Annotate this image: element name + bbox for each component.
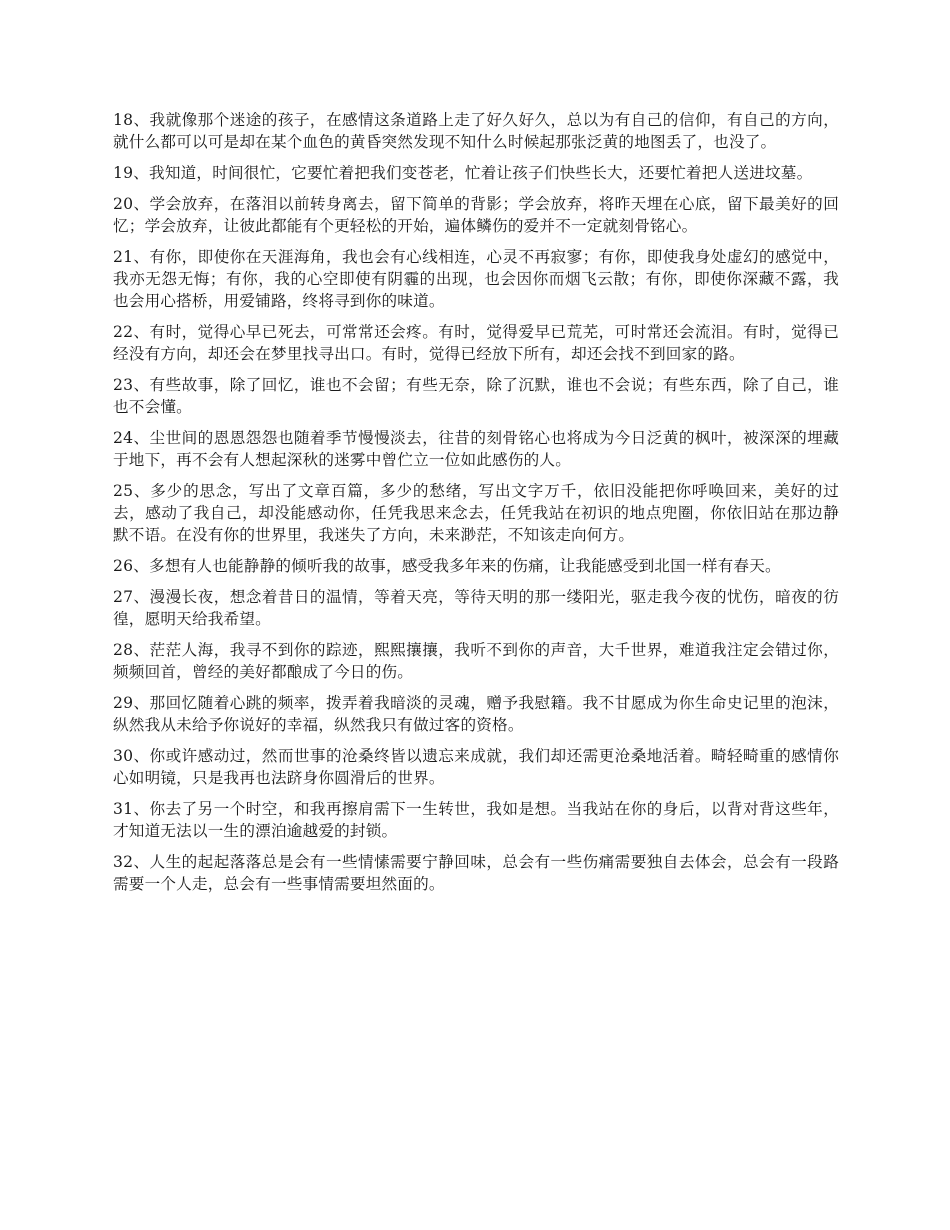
paragraph-29: 29、那回忆随着心跳的频率，拨弄着我暗淡的灵魂，赠予我慰籍。我不甘愿成为你生命史记里的泡沫，纵然我从未给予你说好的幸福，纵然我只有做过客的资格。 — [113, 694, 839, 734]
paragraph-28: 28、茫茫人海，我寻不到你的踪迹，熙熙攘攘，我听不到你的声音，大千世界，难道我注定会错过你，频频回首，曾经的美好都酿成了今日的伤。 — [113, 641, 839, 681]
paragraph-20: 20、学会放弃，在落泪以前转身离去，留下简单的背影；学会放弃，将昨天埋在心底，留下最美好的回忆；学会放弃，让彼此都能有个更轻松的开始，遍体鳞伤的爱并不一定就刻骨铭心。 — [113, 195, 839, 235]
paragraph-24: 24、尘世间的恩恩怨怨也随着季节慢慢淡去，往昔的刻骨铭心也将成为今日泛黄的枫叶，被深深的埋藏于地下，再不会有人想起深秋的迷雾中曾伫立一位如此感伤的人。 — [113, 429, 839, 469]
paragraph-32: 32、人生的起起落落总是会有一些情愫需要宁静回味，总会有一些伤痛需要独自去体会，总会有一段路需要一个人走，总会有一些事情需要坦然面的。 — [113, 853, 839, 893]
paragraph-31: 31、你去了另一个时空，和我再擦肩需下一生转世，我如是想。当我站在你的身后，以背对背这些年，才知道无法以一生的漂泊逾越爱的封锁。 — [113, 800, 839, 840]
paragraph-30: 30、你或许感动过，然而世事的沧桑终皆以遗忘来成就，我们却还需更沧桑地活着。畸轻畸重的感情你心如明镜，只是我再也法跻身你圆滑后的世界。 — [113, 747, 839, 787]
paragraph-23: 23、有些故事，除了回忆，谁也不会留；有些无奈，除了沉默，谁也不会说；有些东西，除了自己，谁也不会懂。 — [113, 376, 839, 416]
paragraph-25: 25、多少的思念，写出了文章百篇，多少的愁绪，写出文字万千，依旧没能把你呼唤回来，美好的过去，感动了我自己，却没能感动你，任凭我思来念去，任凭我站在初识的地点兜圈，你依旧站在那边静默不语。在没有你的世界里，我迷失了方向，未来渺茫，不知该走向何方。 — [113, 482, 839, 544]
document-body — [113, 109, 839, 904]
paragraph-19: 19、我知道，时间很忙，它要忙着把我们变苍老，忙着让孩子们快些长大，还要忙着把人送进坟墓。 — [113, 164, 813, 182]
paragraph-18: 18、我就像那个迷途的孩子，在感情这条道路上走了好久好久，总以为有自己的信仰，有自己的方向，就什么都可以可是却在某个血色的黄昏突然发现不知什么时候起那张泛黄的地图丢了，也没了。 — [113, 111, 839, 151]
paragraph-27: 27、漫漫长夜，想念着昔日的温情，等着天亮，等待天明的那一缕阳光，驱走我今夜的忧伤，暗夜的彷徨，愿明天给我希望。 — [113, 588, 839, 628]
paragraph-21: 21、有你，即使你在天涯海角，我也会有心线相连，心灵不再寂寥；有你，即使我身处虚幻的感觉中，我亦无怨无悔；有你，我的心空即使有阴霾的出现，也会因你而烟飞云散；有你，即使你深藏不露，我也会用心搭桥，用爱铺路，终将寻到你的味道。 — [113, 248, 839, 310]
paragraph-22: 22、有时，觉得心早已死去，可常常还会疼。有时，觉得爱早已荒芜，可时常还会流泪。有时，觉得已经没有方向，却还会在梦里找寻出口。有时，觉得已经放下所有，却还会找不到回家的路。 — [113, 323, 839, 363]
paragraph-26: 26、多想有人也能静静的倾听我的故事，感受我多年来的伤痛，让我能感受到北国一样有春天。 — [113, 557, 781, 575]
